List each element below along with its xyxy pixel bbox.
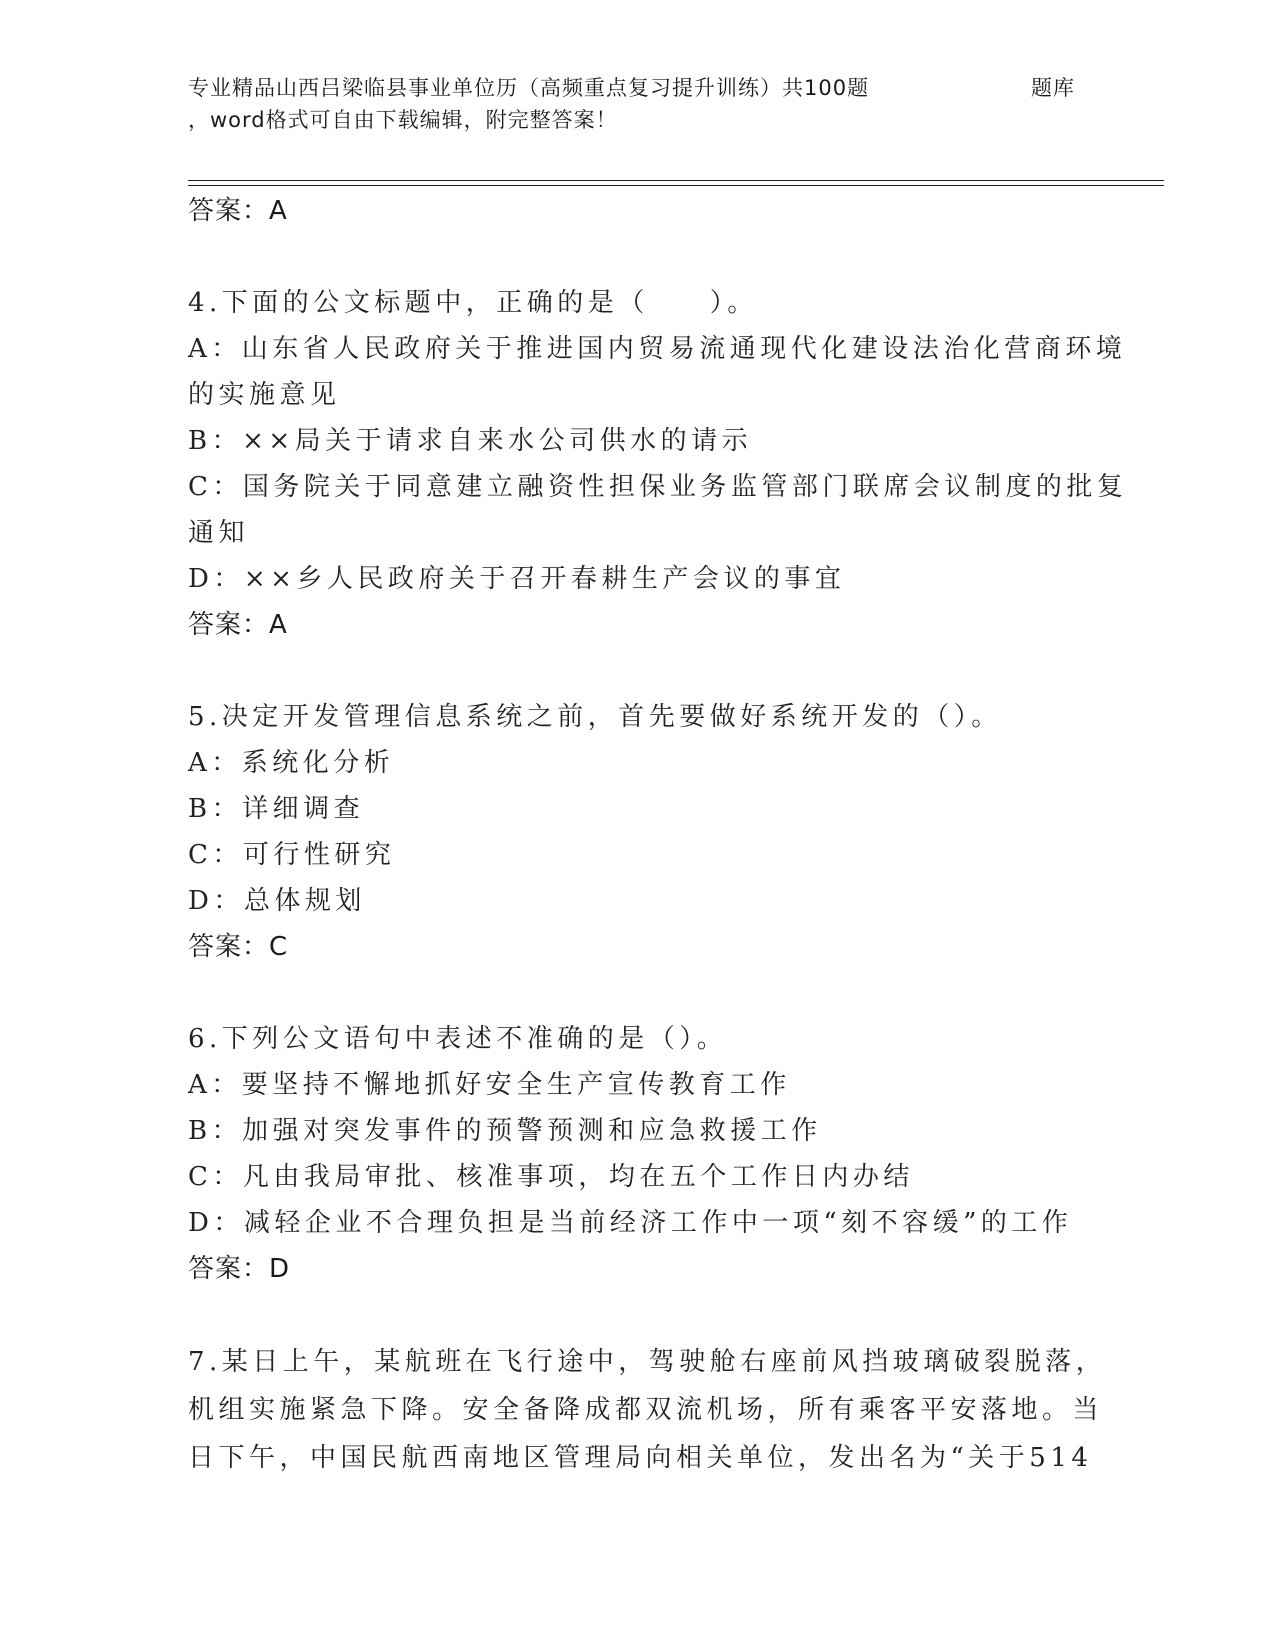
- header-subtitle: ，word格式可自由下载编辑，附完整答案！: [188, 108, 618, 132]
- document-body: [188, 188, 1128, 1482]
- answer-q4: 答案：A: [188, 610, 288, 640]
- option-a: A：山东省人民政府关于推进国内贸易流通现代化建设法治化营商环境: [188, 334, 1127, 364]
- option-a: A：要坚持不懈地抓好安全生产宣传教育工作: [188, 1070, 791, 1100]
- option-a: A：系统化分析: [188, 748, 395, 778]
- option-d: D：减轻企业不合理负担是当前经济工作中一项“刻不容缓”的工作: [188, 1208, 1073, 1238]
- answer-q5: 答案：C: [188, 932, 289, 962]
- header-divider-bottom: [188, 185, 1164, 186]
- question-stem-line: 日下午，中国民航西南地区管理局向相关单位，发出名为“关于514: [188, 1443, 1093, 1473]
- header-divider-top: [188, 180, 1164, 181]
- question-6: [188, 1016, 1088, 1292]
- question-7: [188, 1338, 1107, 1482]
- question-stem-line: 机组实施紧急下降。安全备降成都双流机场，所有乘客平安落地。当: [188, 1395, 1104, 1425]
- option-a-continued: 的实施意见: [188, 380, 341, 410]
- question-5: [188, 694, 1088, 970]
- question-4: [188, 280, 1128, 648]
- option-c: C：可行性研究: [188, 840, 396, 870]
- option-c-continued: 通知: [188, 518, 250, 548]
- question-stem: 4.下面的公文标题中，正确的是（ ）。: [188, 288, 758, 318]
- option-c: C：凡由我局审批、核准事项，均在五个工作日内办结: [188, 1162, 914, 1192]
- option-b: B：加强对突发事件的预警预测和应急救援工作: [188, 1116, 822, 1146]
- question-stem-line: 7.某日上午，某航班在飞行途中，驾驶舱右座前风挡玻璃破裂脱落，: [188, 1347, 1107, 1377]
- answer-q6: 答案：D: [188, 1254, 291, 1284]
- header-title: 专业精品山西吕梁临县事业单位历（高频重点复习提升训练）共100题: [188, 76, 870, 100]
- question-stem: 5.决定开发管理信息系统之前，首先要做好系统开发的（）。: [188, 702, 1002, 732]
- page-header: [188, 72, 1088, 136]
- option-b: B：××局关于请求自来水公司供水的请示: [188, 426, 753, 456]
- header-category: 题库: [1031, 76, 1075, 100]
- question-stem: 6.下列公文语句中表述不准确的是（）。: [188, 1024, 728, 1054]
- option-c: C：国务院关于同意建立融资性担保业务监管部门联席会议制度的批复: [188, 472, 1128, 502]
- option-d: D：总体规划: [188, 886, 366, 916]
- option-b: B：详细调查: [188, 794, 365, 824]
- option-d: D：××乡人民政府关于召开春耕生产会议的事宜: [188, 564, 846, 594]
- answer-q3: 答案：A: [188, 196, 288, 226]
